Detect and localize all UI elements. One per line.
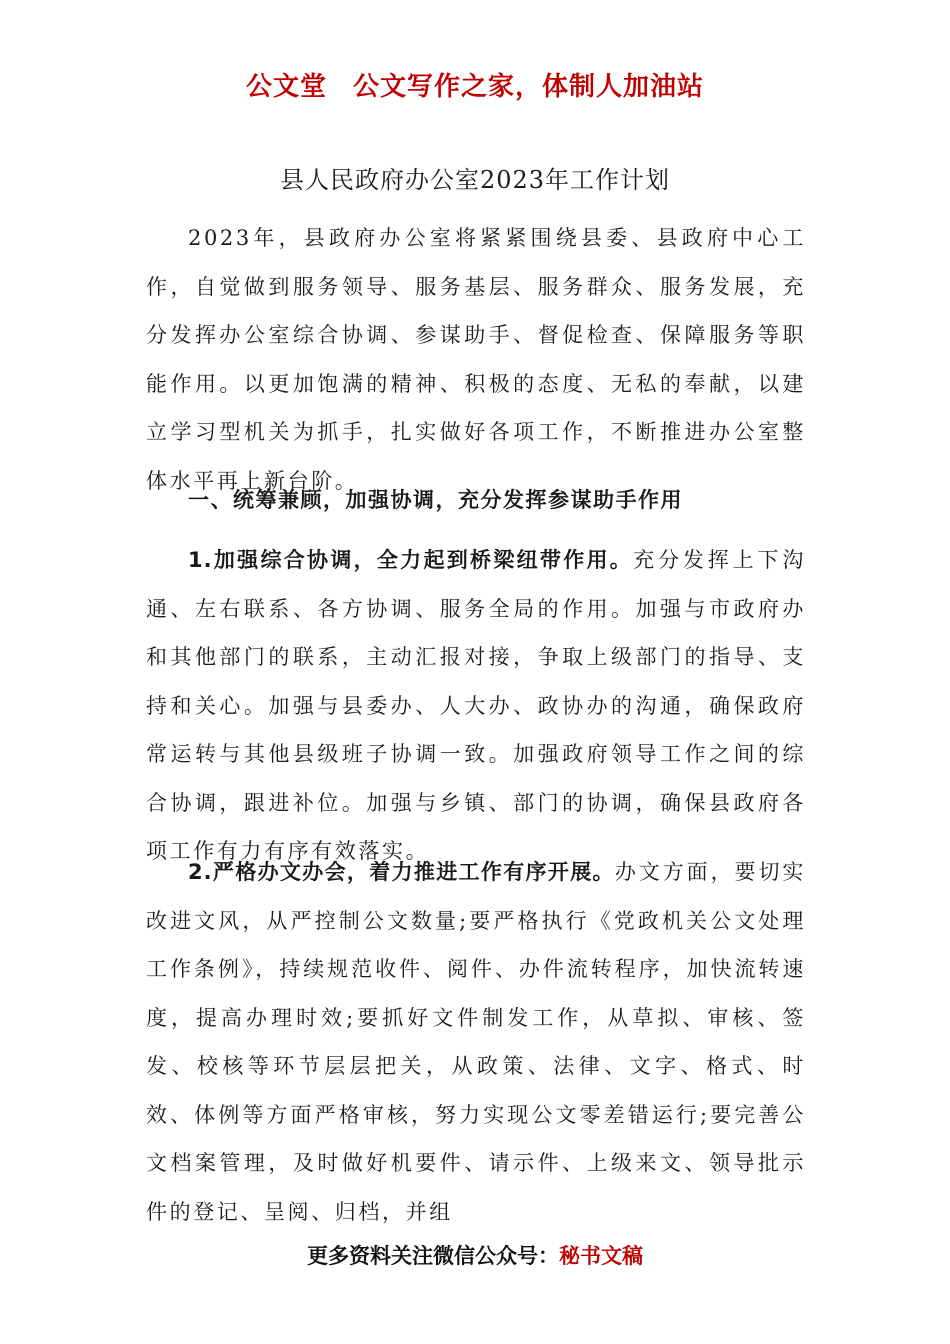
- intro-paragraph: 2023年，县政府办公室将紧紧围绕县委、县政府中心工作，自觉做到服务领导、服务基层、服务群众、服务发展，充分发挥办公室综合协调、参谋助手、督促检查、保障服务等职能作用。以更加饱满的精神、积极的态度、无私的奉献，以建立学习型机关为抓手，扎实做好各项工作，不断推进办公室整体水平再上新台阶。: [146, 226, 806, 493]
- item-lead-2: 2.严格办文办会，着力推进工作有序开展。: [188, 860, 615, 884]
- item-lead-1: 1.加强综合协调，全力起到桥梁纽带作用。: [188, 548, 634, 572]
- section-heading: 一、统筹兼顾，加强协调，充分发挥参谋助手作用: [188, 488, 683, 512]
- footer-prompt: 更多资料关注微信公众号：: [307, 1244, 559, 1268]
- item-text-2: 办文方面，要切实改进文风，从严控制公文数量;要严格执行《党政机关公文处理工作条例》，持续规范收件、阅件、办件流转程序，加快流转速度，提高办理时效;要抓好文件制发工作，从草拟、审核、签发、校核等环节层层把关，从政策、法律、文字、格式、时效、体例等方面严格审核，努力实现公文零差错运行;要完善公文档案管理，及时做好机要件、请示件、上级来文、领导批示件的登记、呈阅、归档，并组: [146, 860, 806, 1224]
- footer: [0, 1240, 950, 1270]
- item-paragraph-2: [146, 848, 806, 1224]
- item-text-1: 充分发挥上下沟通、左右联系、各方协调、服务全局的作用。加强与市政府办和其他部门的联系，主动汇报对接，争取上级部门的指导、支持和关心。加强与县委办、人大办、政协办的沟通，确保政府常运转与其他县级班子协调一致。加强政府领导工作之间的综合协调，跟进补位。加强与乡镇、部门的协调，确保县政府各项工作有力有序有效落实。: [146, 548, 806, 863]
- header-banner: [0, 66, 950, 103]
- document-title: 县人民政府办公室2023年工作计划: [279, 166, 671, 194]
- header-slogan: 公文写作之家，体制人加油站: [353, 72, 705, 102]
- footer-account: 秘书文稿: [559, 1244, 643, 1268]
- item-paragraph-1: [146, 536, 806, 876]
- header-brand: 公文堂: [245, 72, 327, 102]
